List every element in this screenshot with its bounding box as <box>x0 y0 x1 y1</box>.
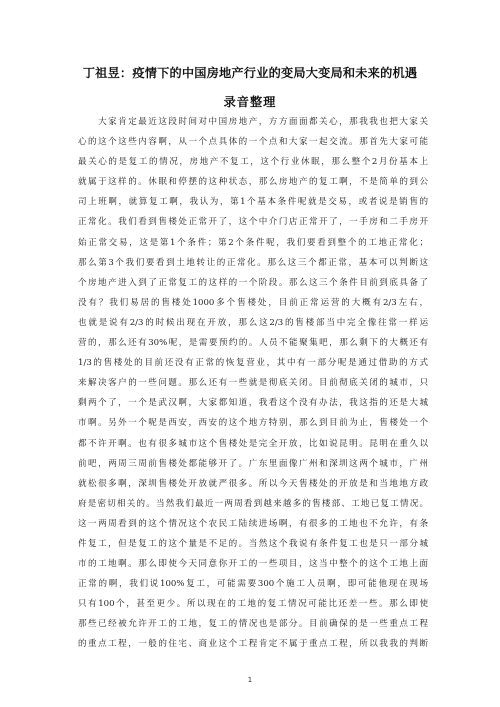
body-line: 这一两周看到的这个情况这个农民工陆续进场啊，有很多的工地也不允许，有条 <box>78 518 428 529</box>
body-line: 正常的啊，我们说100%复工，可能需要300个施工人员啊，即可能他现在现场 <box>78 579 428 590</box>
body-line: 前吧，两周三周前售楼处都能够开了。广东里面像广州和深圳这两个城市，广州 <box>78 458 428 469</box>
body-line: 的重点工程，一般的住宅、商业这个工程肯定不属于重点工程，所以我我的判断 <box>78 639 428 650</box>
body-line: 正常化。我们看到售楼处正常开了，这个中介门店正常开了，一手房和二手房开 <box>78 217 428 228</box>
body-line: 就松很多啊，深圳售楼处开放就严很多。所以今天售楼处的开放是和当地地方政 <box>78 478 428 489</box>
body-line: 就属于这样的。休眠和停摆的这种状态，那么房地产的复工啊，不是简单的到公 <box>78 177 428 188</box>
body-line: 最关心的是复工的情况，房地产不复工，这个行业休眠，那么整个2月份基本上 <box>78 157 428 168</box>
body-text <box>78 112 428 655</box>
body-line: 没有？我们易居的售楼处1000多个售楼处，目前正常运营的大概有2/3左右， <box>78 297 428 308</box>
body-line: 来解决客户的一些问题。那么还有一些就是彻底关闭。目前彻底关闭的城市，只 <box>78 378 428 389</box>
document-subtitle: 录音整理 <box>223 95 277 109</box>
body-line: 大家肯定最近这段时间对中国房地产，方方面面都关心，那我我也把大家关 <box>78 117 428 127</box>
body-line: 府是密切相关的。当然我们最近一两周看到越来越多的售楼部、工地已复工情况。 <box>78 498 428 509</box>
body-line: 件复工，但是复工的这个量是不足的。当然这个我说有条件复工也是只一部分城 <box>78 538 428 549</box>
document-title: 丁祖昱：疫情下的中国房地产行业的变局大变局和未来的机遇 <box>82 66 418 80</box>
body-line: 剩两个了，一个是武汉啊，大家都知道，我看这个没有办法，我这指的还是大城 <box>78 398 428 409</box>
body-line: 那些已经被允许开工的工地，复工的情况也是部分。目前确保的是一些重点工程 <box>78 619 428 630</box>
body-line: 营的，那么还有30%呢，是需要预约的。人员不能聚集吧，那么剩下的大概还有 <box>78 338 428 349</box>
body-line: 始正常交易，这是第1个条件；第2个条件呢，我们要看到整个的工地正常化； <box>78 237 428 248</box>
body-line: 司上班啊，就算复工啊，我认为，第1个基本条件呢就是交易，或者说是销售的 <box>78 197 428 208</box>
body-line: 1/3的售楼处的目前还没有正常的恢复营业，其中有一部分呢是通过借助的方式 <box>78 358 428 369</box>
body-line: 只有100个，甚至更少。所以现在的工地的复工情况可能比还差一些。那么即使 <box>78 599 428 610</box>
body-line: 市啊。另外一个呢是西安，西安的这个地方特别，那么到目前为止，售楼处一个 <box>78 418 428 429</box>
body-line: 市的工地啊。那么即使今天同意你开工的一些项目，这当中整个的这个工地上面 <box>78 559 428 570</box>
body-line: 心的这个这些内容啊，从一个点具体的一个点和大家一起交流。那首先大家可能 <box>78 137 428 148</box>
page-number: 1 <box>247 676 253 684</box>
body-line: 个房地产进入到了正常复工的这样的一个阶段。那么这三个条件目前到底具备了 <box>78 277 428 288</box>
body-line: 也就是说有2/3的时候出现在开放，那么这2/3的售楼部当中完全像往常一样运 <box>78 317 428 328</box>
body-line: 那么第3个我们要看到土地转让的正常化。那么这三个都正常，基本可以判断这 <box>78 257 428 268</box>
body-line: 都不许开啊。也有很多城市这个售楼处是完全开放，比如说昆明。昆明在重久以 <box>78 438 428 449</box>
